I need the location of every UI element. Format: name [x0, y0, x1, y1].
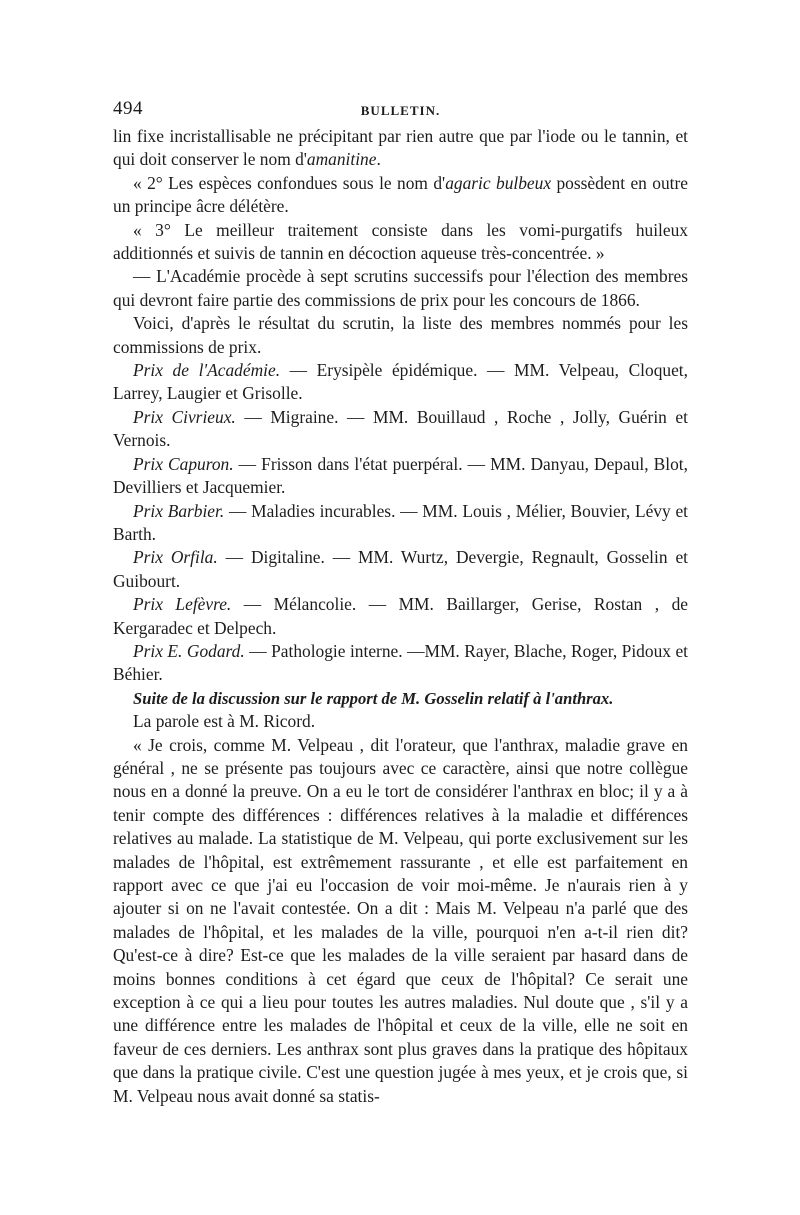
prize-entry: Prix Barbier. — Maladies incurables. — MM. Louis , Mélier, Bouvier, Lévy et Barth. — [113, 500, 688, 544]
prize-entry: Prix de l'Académie. — Erysipèle épidémique. — MM. Velpeau, Cloquet, Larrey, Laugier et Grisolle. — [113, 360, 688, 404]
paragraph-scrutins: — L'Académie procède à sept scrutins successifs pour l'élection des membres qui devront faire partie des commissions de prix pour les concours de 1866. — [113, 266, 688, 310]
paragraph-speech: « Je crois, comme M. Velpeau , dit l'orateur, que l'anthrax, maladie grave en général , ne se présente pas toujours avec ce caractère, ainsi que notre collègue nous en a donné la preuve. On a eu le tort de considérer l'anthrax en bloc; il y a à tenir compte des différences : différences relatives à la maladie et différences relatives au malade. La statistique de M. Velpeau, qui porte exclusivement sur les malades de l'hôpital, est extrêmement rassurante , et elle est parfaitement en rapport avec ce que j'ai eu l'occasion de voir moi-même. Je n'aurais rien à y ajouter si on ne l'avait contestée. On a dit : Mais M. Velpeau n'a parlé que des malades de l'hôpital, et les malades de la ville, pourquoi n'en a-t-il rien dit? Qu'est-ce à dire? Est-ce que les malades de la ville seraient par hasard dans de moins bonnes conditions à cet égard que ceux de l'hôpital? Ce serait une exception à ce qui a lieu pour toutes les autres maladies. Nul doute que , s'il y a une différence entre les malades de l'hôpital et ceux de la ville, elle ne soit en faveur de ces derniers. Les anthrax sont plus graves dans la pratique des hôpitaux que dans la pratique civile. C'est une question jugée à mes yeux, et je crois que, si M. Velpeau nous avait donné sa statis- — [113, 734, 688, 1106]
paragraph-results: Voici, d'après le résultat du scrutin, la liste des membres nommés pour les commissions de prix. — [113, 313, 688, 357]
page-header — [113, 97, 688, 123]
prize-name: Prix E. Godard. — [133, 640, 245, 661]
prize-entry: Prix E. Godard. — Pathologie interne. —MM. Rayer, Blache, Roger, Pidoux et Béhier. — [113, 640, 689, 685]
document-page — [113, 97, 688, 1108]
prize-name: Prix Lefèvre. — [133, 594, 232, 615]
page-number: 494 — [113, 98, 143, 119]
paragraph-treatment: « 3° Le meilleur traitement consiste dans les vomi-purgatifs huileux additionnés et suivis de tannin en décoction aqueuse très-concentrée. » — [113, 219, 688, 264]
running-title: BULLETIN. — [360, 103, 441, 118]
paragraph-floor: La parole est à M. Ricord. — [133, 711, 316, 732]
prize-entry: Prix Capuron. — Frisson dans l'état puerpéral. — MM. Danyau, Depaul, Blot, Devilliers et Jacquemier. — [113, 453, 688, 498]
prize-entry: Prix Orfila. — Digitaline. — MM. Wurtz, Devergie, Regnault, Gosselin et Guibourt. — [113, 547, 689, 591]
prize-name: Prix Civrieux. — [133, 406, 236, 427]
paragraph-agaric: « 2° Les espèces confondues sous le nom d'agaric bulbeux possèdent en outre un principe âcre délétère. — [113, 172, 688, 217]
prize-name: Prix de l'Académie. — [133, 360, 281, 381]
prize-entry: Prix Civrieux. — Migraine. — MM. Bouillaud , Roche , Jolly, Guérin et Vernois. — [113, 406, 688, 451]
prize-name: Prix Barbier. — [133, 500, 225, 521]
paragraph-amanitine: lin fixe incristallisable ne précipitant par rien autre que par l'iode ou le tannin, et qui doit conserver le nom d'amanitine. — [113, 126, 688, 170]
prize-entry: Prix Lefèvre. — Mélancolie. — MM. Baillarger, Gerise, Rostan , de Kergaradec et Delpech. — [113, 594, 688, 638]
section-title: Suite de la discussion sur le rapport de M. Gosselin relatif à l'anthrax. — [133, 688, 614, 708]
prize-name: Prix Capuron. — [133, 453, 234, 474]
prize-name: Prix Orfila. — [133, 547, 218, 568]
